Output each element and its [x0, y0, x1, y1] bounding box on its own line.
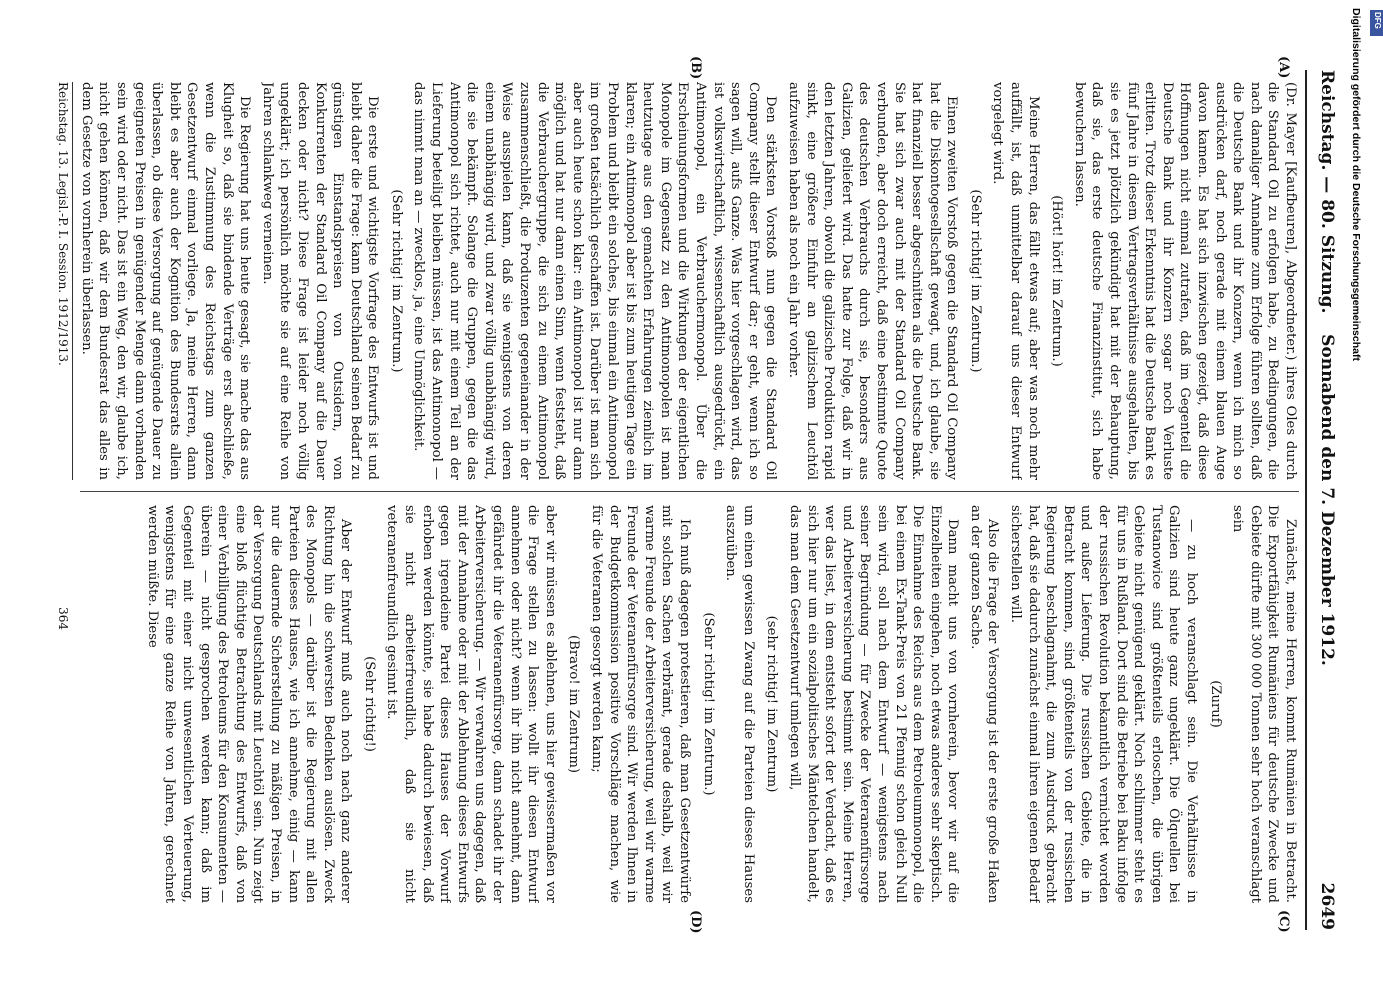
- paragraph: Aber der Entwurf muß auch noch nach ganz anderer Richtung hin die schwersten Bedenken auslösen. Zweck des Monopols — darüber ist die Regierung mit allen Parteien dieses Hauses, wie ich annehme, einig — kann nur die dauernde Sicherstellung zu mäßigen Preisen, in der Versorgung Deutschlands mit Leuchtöl sein. Nun zeigt eine bloß flüchtige Betrachtung des Entwurfs, daß von einer Verbilligung des Petroleums für den Konsumenten — überein — nicht gesprochen werden kann; daß im Gegenteil mit einer nicht unwesentlichen Verteuerung, wenigstens für eine ganze Reihe von Jahren, gerechnet werden müßte. Diese: [144, 505, 354, 903]
- header-rule: [1305, 70, 1307, 930]
- paragraph: Die erste und wichtigste Vorfrage des Entwurfs ist und bleibt daher die Frage: kann Deutschland seinen Bedarf zu günstigen Einstandspreisen von Outsidern, von Konkurrenten der Standard Oil Company auf die Dauer decken oder nicht? Diese Frage ist leider noch völlig ungeklärt; ich persönlich möchte sie auf eine Reihe von Jahren schlankweg verneinen.: [259, 82, 381, 480]
- margin-marker-d: (D): [688, 910, 703, 934]
- paragraph: Zunächst, meine Herren, kommt Rumänien in Betracht. Die Exportfähigkeit Rumäniens für deutsche Zwecke und Gebiete dürfte mit 300 000 Tonnen sehr hoch veranschlagt sein: [1230, 505, 1298, 903]
- interjection: (Zuruf): [1207, 680, 1223, 728]
- paragraph: um einen gewissen Zwang auf die Parteien dieses Hauses auszuüben.: [723, 505, 756, 903]
- running-head: [1309, 70, 1343, 930]
- paragraph: Ich muß dagegen protestieren, daß man Gesetzentwürfe mit solchen Sachen verbrämt, gerade deshalb, weil wir warme Freunde der Arbeiterversicherung, weil wir warme Freunde der Veteranenfürsorge sind. Wir werden Ihnen in der Budgetkommission positive Vorschläge machen, wie für die Veteranen gesorgt werden kann;: [589, 505, 692, 903]
- interjection: (Sehr richtig! im Zentrum.): [700, 612, 716, 796]
- interjection: (Sehr richtig!): [361, 656, 377, 752]
- footer-session: Reichstag. 13. Legisl.-P. I. Session. 1912/1913.: [56, 82, 70, 366]
- interjection: (Bravo! im Zentrum): [566, 634, 582, 773]
- paragraph: (Dr. Mayer [Kaufbeuren], Abgeordneter.) ihres Oles durch die Standard Oil zu erfolgen habe, zu Bedingungen, die nach damaliger Annahme zum Erfolge führen sollten, daß die Deutsche Bank und ihr Konzern, wenn ich mich so ausdrücken darf, noch gerade mit einem blauen Auge davon kamen. Es hat sich inzwischen gezeigt, daß diese Hoffnungen nicht einmal zutrafen, daß im Gegenteil die Deutsche Bank und ihr Konzern sogar noch Verluste erlitten. Trotz dieser Erkenntnis hat die Deutsche Bank es fünf Jahre in diesem Vertragsverhältnisse ausgehalten, bis sie es jetzt plötzlich gekündigt hat mit der Behauptung, daß sie, das erste deutsche Finanzinstitut, sich habe bewuchern lassen.: [1071, 82, 1298, 480]
- interjection: (Sehr richtig! im Zentrum.): [388, 189, 404, 373]
- margin-marker-b: (B): [688, 56, 703, 80]
- digitization-note: Digitalisierung gefördert durch die Deutsche Forschungsgemeinschaft: [1350, 8, 1362, 361]
- interjection: (Sehr richtig! im Zentrum.): [967, 189, 983, 373]
- paragraph: Die Regierung hat uns heute gesagt, sie mache das aus Klugheit so, daß sie bindende Verträge erst abschließe, wenn die Zustimmung des Reichstags zum ganzen Gesetzentwurf einmal vorliege. Ja, meine Herren, dann bleibt es aber auch der Kognition des Bundesrats allein überlassen, ob diese Versorgung auf genügende Dauer zu geeigneten Preisen in genügender Menge dann vorhanden sein wird oder nicht. Das ist ein Weg, den wir, glaube ich, nicht gehen können, daß wir dem Bundesrat das alles in dem Gesetze von vornherein überlassen.: [78, 82, 253, 480]
- interjection: (Hört! hört! im Zentrum.): [1049, 195, 1065, 367]
- paragraph: Einen zweiten Vorstoß gegen die Standard Oil Company hat die Diskontogesellschaft gewagt, und, ich glaube, sie hat finanziell besser abgeschnitten als die Deutsche Bank. Sie hat sich zwar auch mit der Standard Oil Company verbunden, aber doch erreicht, daß eine bestimmte Quote des deutschen Verbrauchs durch sie, besonders aus Galizien, geliefert wird. Das hatte zur Folge, daß wir in den letzten Jahren, obwohl die galizische Produktion rapid sinkt, eine größere Einfuhr an galizischem Leuchtöl aufzuweisen haben als noch ein Jahr vorher.: [785, 82, 960, 480]
- page-number: 2649: [1317, 882, 1337, 930]
- footer-rule: [72, 82, 73, 480]
- right-column: [74, 505, 1299, 903]
- dfg-logo-text: DFG: [1373, 12, 1382, 29]
- dfg-logo: [1370, 10, 1383, 36]
- margin-marker-c: (C): [1276, 910, 1291, 933]
- paragraph: Meine Herren, das fällt etwas auf; aber was noch mehr auffällt, ist, daß unmittelbar darauf uns dieser Entwurf vorgelegt wird.: [990, 82, 1041, 480]
- margin-marker-a: (A): [1276, 56, 1291, 79]
- left-column: [74, 82, 1299, 480]
- paragraph: Also die Frage der Versorgung ist der erste große Haken an der ganzen Sache.: [967, 505, 1001, 903]
- paragraph: — zu hoch veranschlagt sein. Die Verhältnisse in Galizien sind heute ganz ungeklärt. Die Ölquellen bei Tustanowice sind größtenteils erloschen, die übrigen Gebiete nicht genügend geklärt. Noch schlimmer steht es für uns in Rußland. Dort sind die Betriebe bei Baku infolge der russischen Revolution bekanntlich vernichtet worden und außer Lieferung. Die russischen Gebiete, die in Betracht kommen, sind größtenteils von der russischen Regierung beschlagnahmt, die zum Ausdruck gebracht hat, daß sie dadurch zunächst einmal ihren eigenen Bedarf sicherstellen will.: [1008, 505, 1200, 903]
- paragraph: aber wir müssen es ablehnen, uns hier gewissermaßen vor die Frage stellen zu lassen: wollt ihr diesen Entwurf annehmen oder nicht? wenn ihr ihn nicht annehmt, dann gefährdet ihr die Veteranenfürsorge, dann schadet ihr der Arbeiterversicherung. — Wir verwahren uns dagegen, daß mit der Annahme oder mit der Ablehnung dieses Entwurfs gegen irgendeine Partei dieses Hauses der Vorwurf erhoben werden könnte, sie habe dadurch bewiesen, daß sie nicht arbeiterfreundlich, daß sie nicht veteranenfreundlich gesinnt ist.: [384, 505, 558, 903]
- footer-sheet-number: 364: [56, 607, 70, 630]
- header-date: Sonnabend den 7. Dezember 1912.: [1317, 334, 1337, 666]
- column-divider: [80, 491, 1299, 492]
- interjection: (sehr richtig! im Zentrum): [764, 615, 780, 793]
- header-left: Reichstag. — 80. Sitzung.: [1317, 70, 1337, 314]
- paragraph: Dann macht uns von vornherein, bevor wir auf die Einzelheiten eingehen, noch etwas anderes sehr skeptisch. Die Einnahme des Reichs aus dem Petroleummonopol, die bei einem Ex-Tank-Preis von 21 Pfennig schon gleich Null sein wird, soll nach dem Entwurf — wenigstens nach seiner Begründung — für Zwecke der Veteranenfürsorge und Arbeiterversicherung bestimmt sein. Meine Herren, wer das liest, in dem entsteht sofort der Verdacht, daß es sich hier nur um ein sozialpolitisches Mäntelchen handelt, das man dem Gesetzentwurf umlegen will,: [786, 505, 961, 903]
- paragraph: Den stärksten Vorstoß nun gegen die Standard Oil Company stellt dieser Entwurf dar; er geht, wenn ich so sagen will, aufs Ganze. Was hier vorgeschlagen wird, das ist volkswirtschaftlich, wissenschaftlich ausgedrückt, ein Antimonopol, ein Verbrauchermonopol. Über die Erscheinungsformen und die Wirkungen der eigentlichen Monopole im Gegensatz zu den Antimonopolen ist man heutzutage aus den gemachten Erfahrungen ziemlich im klaren; ein Antimonopol aber ist bis zum heutigen Tage ein Problem und bleibt ein solches, bis einmal ein Antimonopol im großen tatsächlich geschaffen ist. Darüber ist man sich aber auch heute schon klar: ein Antimonopol ist nur dann möglich und hat nur dann einen Sinn, wenn feststeht, daß die Verbrauchergruppe, die sich zu einem Antimonopol zusammenschließt, die Produzenten gegeneinander in der Weise ausspielen kann, daß sie wenigstens von deren einem unabhängig wird, und zwar völlig unabhängig wird, die sie bekämpft. Solange die Gruppen, gegen die das Antimonopol sich richtet, auch nur mit einem Teil an der Lieferung beteiligt bleiben müssen, ist das Antimonopol — das nimmt man an — zwecklos, ja, eine Unmöglichkeit.: [411, 82, 779, 480]
- footer: [52, 82, 70, 930]
